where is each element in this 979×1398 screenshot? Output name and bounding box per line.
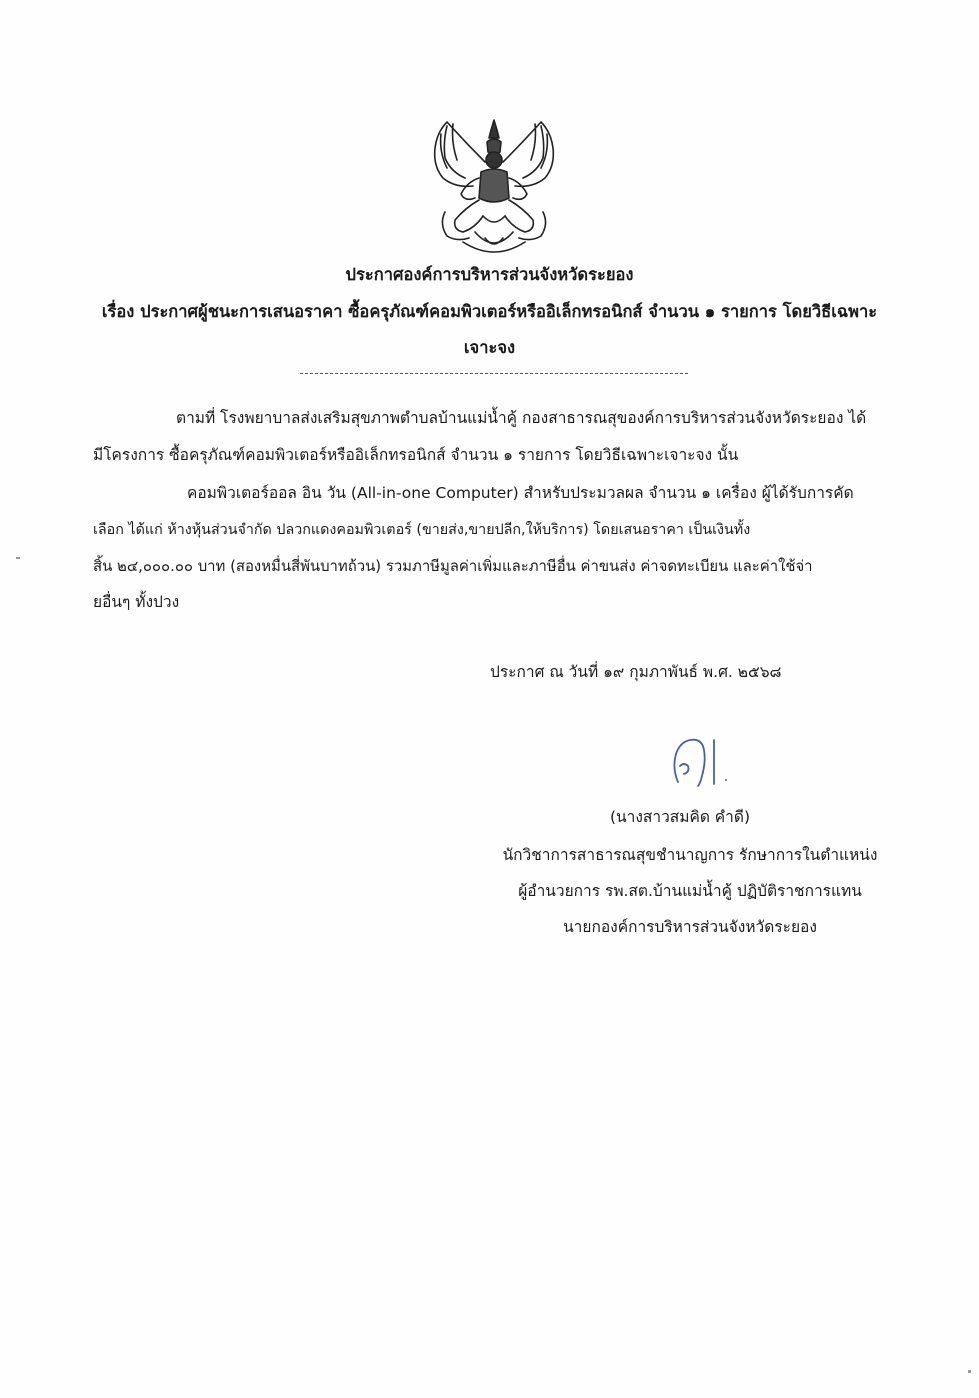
- scan-speck: [16, 557, 20, 559]
- paragraph-2-line-4: ยอื่นๆ ทั้งปวง: [93, 593, 180, 611]
- signatory-name: (นางสาวสมคิด คำดี): [609, 808, 750, 826]
- announcement-heading: ประกาศองค์การบริหารส่วนจังหวัดระยอง: [345, 265, 634, 284]
- announcement-subject-continued: เจาะจง: [463, 338, 516, 357]
- signatory-position-line-1: นักวิชาการสาธารณสุขชำนาญการ รักษาการในตำแหน่ง: [502, 846, 878, 864]
- paragraph-1-line-2: มีโครงการ ซื้อครุภัณฑ์คอมพิวเตอร์หรืออิเล็กทรอนิกส์ จำนวน ๑ รายการ โดยวิธีเฉพาะเจาะจง นั้น: [93, 446, 739, 464]
- paragraph-2-line-2: เลือก ได้แก่ ห้างหุ้นส่วนจำกัด ปลวกแดงคอมพิวเตอร์ (ขายส่ง,ขายปลีก,ให้บริการ) โดยเสนอราคา เป็นเงินทั้ง: [93, 522, 751, 538]
- scan-speck: [968, 1370, 971, 1373]
- garuda-emblem-icon: [425, 112, 563, 257]
- signatory-position-line-3: นายกองค์การบริหารส่วนจังหวัดระยอง: [563, 918, 817, 936]
- handwritten-signature-icon: [668, 732, 732, 790]
- paragraph-2-line-1: คอมพิวเตอร์ออล อิน วัน (All-in-one Computer) สำหรับประมวลผล จำนวน ๑ เครื่อง ผู้ได้รับการคัด: [187, 484, 854, 502]
- signatory-position-line-2: ผู้อำนวยการ รพ.สต.บ้านแม่น้ำคู้ ปฏิบัติราชการแทน: [518, 882, 862, 900]
- separator-line: [300, 373, 688, 374]
- paragraph-1-line-1: ตามที่ โรงพยาบาลส่งเสริมสุขภาพตำบลบ้านแม่น้ำคู้ กองสาธารณสุของค์การบริหารส่วนจังหวัดระยอง ได้: [176, 409, 867, 427]
- announcement-date: ประกาศ ณ วันที่ ๑๙ กุมภาพันธ์ พ.ศ. ๒๕๖๘: [490, 663, 782, 681]
- announcement-subject: เรื่อง ประกาศผู้ชนะการเสนอราคา ซื้อครุภัณฑ์คอมพิวเตอร์หรืออิเล็กทรอนิกส์ จำนวน ๑ รายการ โดยวิธีเฉพาะ: [101, 302, 878, 321]
- paragraph-2-line-3: สิ้น ๒๔,๐๐๐.๐๐ บาท (สองหมื่นสี่พันบาทถ้วน) รวมภาษีมูลค่าเพิ่มและภาษีอื่น ค่าขนส่ง ค่าจดทะเบียน และค่าใช้จ่า: [93, 557, 813, 575]
